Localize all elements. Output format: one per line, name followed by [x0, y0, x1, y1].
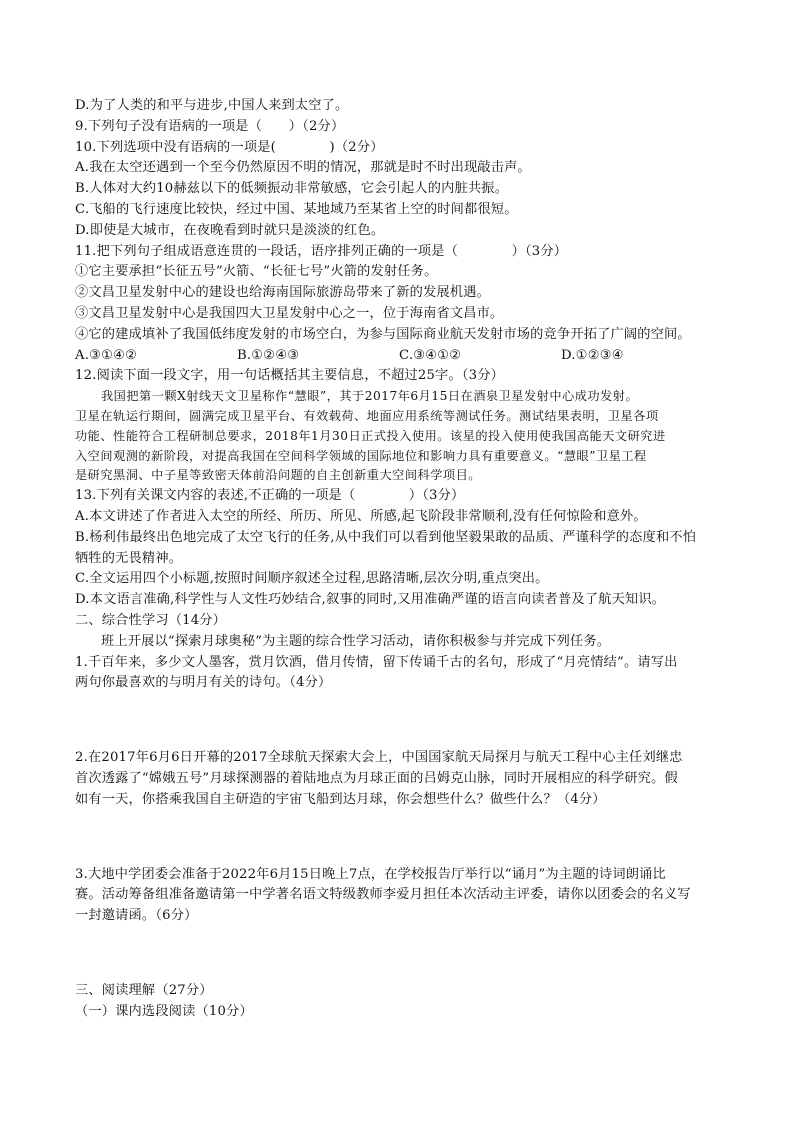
q11-options [75, 346, 725, 367]
q11-sentence-1: ①它主要承担“长征五号”火箭、“长征七号”火箭的发射任务。 [75, 264, 438, 280]
q13-stem: 13.下列有关课文内容的表述,不正确的一项是（ ）（3分） [75, 488, 465, 504]
q12-passage-line: 是研究黑洞、中子星等致密天体前沿问题的自主创新重大空间科学项目。 [75, 468, 481, 483]
task-3-line: 一封邀请函。（6分） [75, 908, 198, 924]
q9-stem: 9.下列句子没有语病的一项是（ ）（2分） [75, 118, 345, 134]
q11-option-b: B.①②④③ [237, 347, 300, 363]
task-3-line: 赛。活动筹备组准备邀请第一中学著名语文特级教师李爱月担任本次活动主评委，请你以团委会的名义写 [75, 887, 691, 903]
q12-passage-line: 功能、性能符合工程研制总要求，2018年1月30日正式投入使用。该星的投入使用使我国高能天文研究进 [75, 428, 666, 443]
task-2-line: 首次透露了“嫦娥五号”月球探测器的着陆地点为月球正面的吕姆克山脉，同时开展相应的科学研究。假 [75, 770, 678, 786]
q13-option-b: B.杨利伟最终出色地完成了太空飞行的任务,从中我们可以看到他坚毅果敢的品质、严谨科学的态度和不怕 [75, 529, 697, 545]
q11-option-c: C.③④①② [399, 347, 462, 363]
q10-option-b: B.人体对大约10赫兹以下的低频振动非常敏感，它会引起人的内脏共振。 [75, 181, 509, 197]
q12-passage-line: 卫星在轨运行期间，圆满完成卫星平台、有效载荷、地面应用系统等测试任务。测试结果表明，卫星各项 [75, 408, 659, 423]
q13-option-c: C.全文运用四个小标题,按照时间顺序叙述全过程,思路清晰,层次分明,重点突出。 [75, 571, 549, 587]
task-1-line: 1.千百年来，多少文人墨客，赏月饮酒，借月传情，留下传诵千古的名句，形成了“月亮情结”。请写出 [75, 654, 678, 670]
q11-option-d: D.①②③④ [561, 347, 624, 363]
q11-stem: 11.把下列句子组成语意连贯的一段话，语序排列正确的一项是（ ）（3分） [75, 243, 568, 259]
exam-page [75, 96, 725, 1022]
q12-stem: 12.阅读下面一段文字，用一句话概括其主要信息，不超过25字。（3分） [75, 368, 504, 384]
task-2-line: 如有一天，你搭乘我国自主研造的宇宙飞船到达月球，你会想些什么？做些什么？（4分） [75, 791, 606, 807]
task-3-line: 3.大地中学团委会准备于2022年6月15日晚上7点，在学校报告厅举行以“诵月”为主题的诗词朗诵比 [75, 866, 666, 882]
q13-option-b-cont: 牺牲的无畏精神。 [75, 550, 183, 566]
answer-space-task-2[interactable] [75, 811, 725, 865]
q13-option-d: D.本文语言准确,科学性与人文性巧妙结合,叙事的同时,又用准确严谨的语言向读者普及了航天知识。 [75, 592, 666, 608]
q12-passage-line: 我国把第一颗X射线天文卫星称作“慧眼”，其于2017年6月15日在酒泉卫星发射中心成功发射。 [101, 389, 639, 404]
q11-sentence-4: ④它的建成填补了我国低纬度发射的市场空白，为参与国际商业航天发射市场的竞争开拓了广阔的空间。 [75, 326, 691, 342]
q10-option-c: C.飞船的飞行速度比较快，经过中国、某地域乃至某省上空的时间都很短。 [75, 201, 518, 217]
section-2-intro: 班上开展以“探索月球奥秘”为主题的综合性学习活动，请你积极参与并完成下列任务。 [101, 633, 611, 649]
answer-space-task-3[interactable] [75, 927, 725, 981]
q11-option-a: A.③①④② [75, 347, 138, 363]
q8-option-d: D.为了人类的和平与进步,中国人来到太空了。 [75, 98, 349, 113]
q12-passage-line: 入空间观测的新阶段，对提高我国在空间科学领域的国际地位和影响力具有重要意义。“慧眼”卫星工程 [75, 448, 647, 463]
section-3-heading: 三、阅读理解（27分） [75, 982, 213, 998]
task-1-line: 两句你最喜欢的与明月有关的诗句。（4分） [75, 675, 332, 691]
task-2-line: 2.在2017年6月6日开幕的2017全球航天探索大会上，中国国家航天局探月与航天工程中心主任刘继忠 [75, 750, 683, 766]
q11-sentence-2: ②文昌卫星发射中心的建设也给海南国际旅游岛带来了新的发展机遇。 [75, 285, 491, 301]
q10-stem: 10.下列选项中没有语病的一项是( )（2分） [75, 139, 384, 155]
q11-sentence-3: ③文昌卫星发射中心是我国四大卫星发射中心之一，位于海南省文昌市。 [75, 305, 504, 321]
q10-option-d: D.即使是大城市，在夜晚看到时就只是淡淡的红色。 [75, 222, 385, 238]
section-2-heading: 二、综合性学习（14分） [75, 612, 227, 628]
q13-option-a: A.本文讲述了作者进入太空的所经、所历、所见、所感,起飞阶段非常顺利,没有任何惊险和意外。 [75, 508, 647, 524]
section-3-subheading: （一）课内选段阅读（10分） [75, 1003, 253, 1019]
q10-option-a: A.我在太空还遇到一个至今仍然原因不明的情况，那就是时不时出现敲击声。 [75, 160, 531, 176]
answer-space-task-1[interactable] [75, 694, 725, 748]
